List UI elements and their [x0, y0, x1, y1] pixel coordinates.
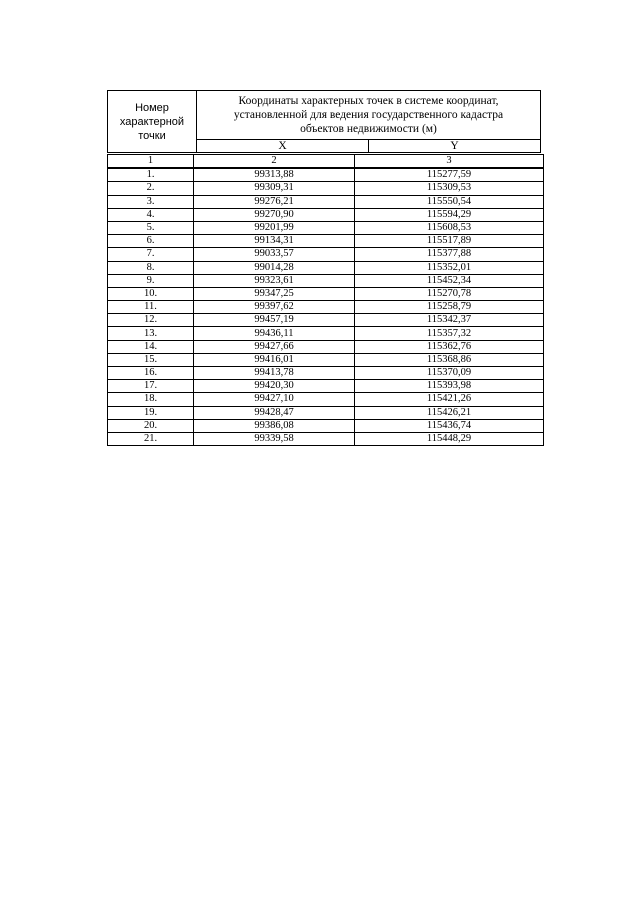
- x-coordinate-cell: 99420,30: [194, 380, 355, 393]
- table-row: [108, 182, 544, 195]
- point-number-cell: 4.: [108, 208, 194, 221]
- x-coordinate-cell: 99416,01: [194, 353, 355, 366]
- point-number-cell: 20.: [108, 419, 194, 432]
- point-number-cell: 9.: [108, 274, 194, 287]
- y-coordinate-cell: 115368,86: [355, 353, 544, 366]
- point-number-cell: 3.: [108, 195, 194, 208]
- y-coordinate-cell: 115452,34: [355, 274, 544, 287]
- x-coordinate-cell: 99413,78: [194, 367, 355, 380]
- x-coordinate-cell: 99397,62: [194, 301, 355, 314]
- y-coordinate-cell: 115421,26: [355, 393, 544, 406]
- table-row: [108, 393, 544, 406]
- y-coordinate-cell: 115426,21: [355, 406, 544, 419]
- table-row: [108, 367, 544, 380]
- point-number-cell: 21.: [108, 432, 194, 445]
- y-coordinate-cell: 115377,88: [355, 248, 544, 261]
- table-row: [108, 274, 544, 287]
- point-number-cell: 10.: [108, 287, 194, 300]
- x-coordinate-cell: 99309,31: [194, 182, 355, 195]
- y-coordinate-cell: 115342,37: [355, 314, 544, 327]
- table-row: [108, 208, 544, 221]
- point-number-header-line: Номер: [135, 101, 169, 114]
- column-index-row: [108, 155, 544, 169]
- x-coordinate-cell: 99276,21: [194, 195, 355, 208]
- table-row: [108, 248, 544, 261]
- x-coordinate-cell: 99428,47: [194, 406, 355, 419]
- header-row-top: [108, 91, 541, 140]
- point-number-cell: 11.: [108, 301, 194, 314]
- point-number-cell: 14.: [108, 340, 194, 353]
- y-coordinate-cell: 115436,74: [355, 419, 544, 432]
- x-column-header: X: [197, 140, 369, 153]
- y-coordinate-cell: 115352,01: [355, 261, 544, 274]
- y-coordinate-cell: 115448,29: [355, 432, 544, 445]
- y-coordinate-cell: 115309,53: [355, 182, 544, 195]
- point-number-cell: 13.: [108, 327, 194, 340]
- x-coordinate-cell: 99339,58: [194, 432, 355, 445]
- x-coordinate-cell: 99323,61: [194, 274, 355, 287]
- point-number-header: [108, 91, 197, 153]
- table-row: [108, 195, 544, 208]
- y-coordinate-cell: 115594,29: [355, 208, 544, 221]
- y-coordinate-cell: 115270,78: [355, 287, 544, 300]
- point-number-cell: 16.: [108, 367, 194, 380]
- table-row: [108, 301, 544, 314]
- x-coordinate-cell: 99386,08: [194, 419, 355, 432]
- coordinates-title-line: Координаты характерных точек в системе координат,: [238, 95, 499, 107]
- point-number-cell: 18.: [108, 393, 194, 406]
- point-number-cell: 7.: [108, 248, 194, 261]
- x-coordinate-cell: 99270,90: [194, 208, 355, 221]
- coordinates-table-body: [107, 154, 544, 446]
- x-coordinate-cell: 99134,31: [194, 235, 355, 248]
- coordinates-table-rows: [108, 155, 544, 446]
- x-coordinate-cell: 99436,11: [194, 327, 355, 340]
- table-row: [108, 419, 544, 432]
- point-number-cell: 5.: [108, 221, 194, 234]
- column-index-cell: 1: [108, 155, 194, 169]
- table-row: [108, 327, 544, 340]
- x-coordinate-cell: 99033,57: [194, 248, 355, 261]
- y-coordinate-cell: 115370,09: [355, 367, 544, 380]
- coordinates-title-line: установленной для ведения государственного кадастра: [233, 109, 504, 121]
- point-number-header-line: характерной: [119, 115, 185, 128]
- point-number-cell: 12.: [108, 314, 194, 327]
- point-number-cell: 8.: [108, 261, 194, 274]
- coordinates-title-header: [197, 91, 541, 140]
- point-number-cell: 17.: [108, 380, 194, 393]
- y-coordinate-cell: 115258,79: [355, 301, 544, 314]
- y-coordinate-cell: 115550,54: [355, 195, 544, 208]
- column-index-cell: 3: [355, 155, 544, 169]
- y-coordinate-cell: 115608,53: [355, 221, 544, 234]
- column-index-cell: 2: [194, 155, 355, 169]
- y-coordinate-cell: 115357,32: [355, 327, 544, 340]
- table-row: [108, 168, 544, 182]
- y-coordinate-cell: 115277,59: [355, 168, 544, 182]
- table-row: [108, 353, 544, 366]
- y-coordinate-cell: 115393,98: [355, 380, 544, 393]
- table-row: [108, 261, 544, 274]
- x-coordinate-cell: 99347,25: [194, 287, 355, 300]
- x-coordinate-cell: 99201,99: [194, 221, 355, 234]
- coordinates-table-header: [107, 90, 541, 153]
- point-number-cell: 2.: [108, 182, 194, 195]
- table-row: [108, 432, 544, 445]
- x-coordinate-cell: 99313,88: [194, 168, 355, 182]
- table-row: [108, 406, 544, 419]
- y-coordinate-cell: 115517,89: [355, 235, 544, 248]
- y-coordinate-cell: 115362,76: [355, 340, 544, 353]
- table-row: [108, 340, 544, 353]
- point-number-header-line: точки: [138, 129, 166, 142]
- x-coordinate-cell: 99014,28: [194, 261, 355, 274]
- table-row: [108, 287, 544, 300]
- x-coordinate-cell: 99427,10: [194, 393, 355, 406]
- x-coordinate-cell: 99457,19: [194, 314, 355, 327]
- table-row: [108, 314, 544, 327]
- table-row: [108, 221, 544, 234]
- table-row: [108, 380, 544, 393]
- x-coordinate-cell: 99427,66: [194, 340, 355, 353]
- coordinates-title-line: объектов недвижимости (м): [300, 123, 437, 135]
- point-number-cell: 6.: [108, 235, 194, 248]
- point-number-cell: 1.: [108, 168, 194, 182]
- point-number-cell: 15.: [108, 353, 194, 366]
- y-column-header: Y: [369, 140, 541, 153]
- point-number-cell: 19.: [108, 406, 194, 419]
- table-row: [108, 235, 544, 248]
